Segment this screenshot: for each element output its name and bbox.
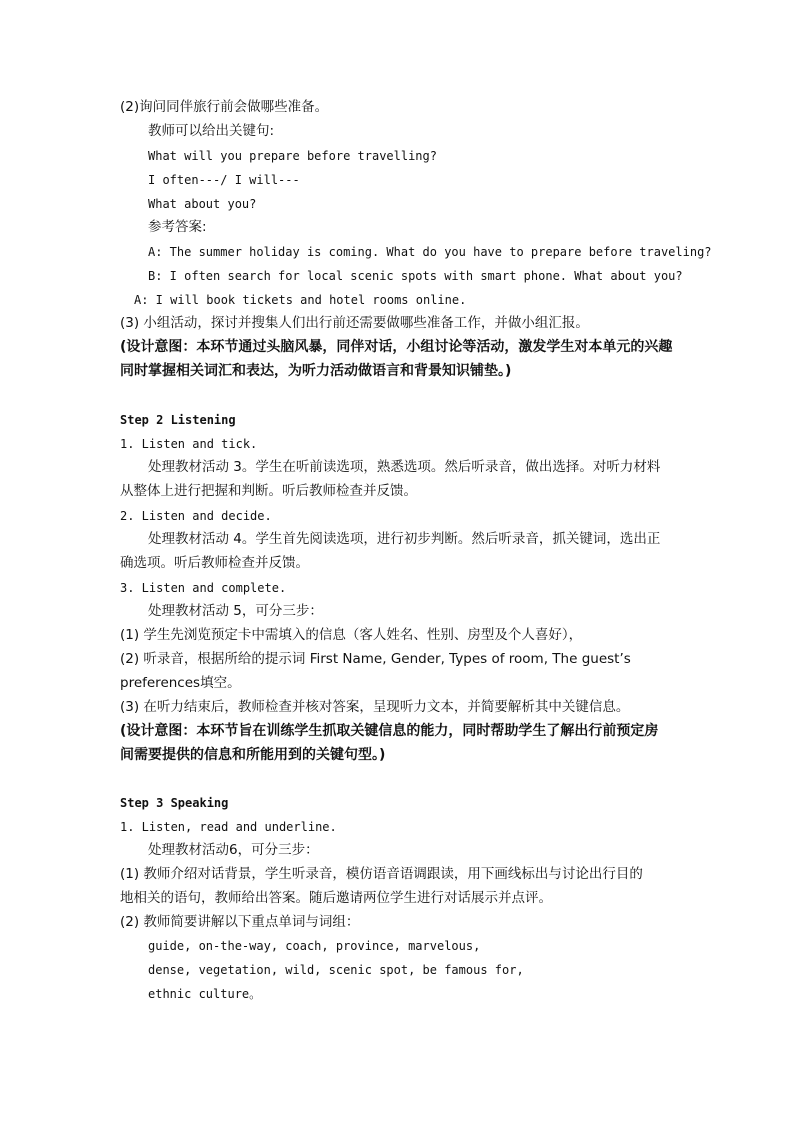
step2-sub2-line2: 确选项。听后教师检查并反馈。 xyxy=(120,555,309,571)
step2-sub3-intro: 处理教材活动 5，可分三步： xyxy=(148,603,323,619)
step3-sub1-title: 1. Listen, read and underline. xyxy=(120,820,337,834)
step2-sub3-step1: (1) 学生先浏览预定卡中需填入的信息（客人姓名、性别、房型及个人喜好）， xyxy=(120,627,583,643)
vocab-line3: ethnic culture。 xyxy=(148,987,262,1001)
vocab-line1: guide, on-the-way, coach, province, marvelous, xyxy=(148,939,481,953)
dialogue-a1: A: The summer holiday is coming. What do you have to prepare before traveling? xyxy=(148,245,712,259)
step2-sub1-title: 1. Listen and tick. xyxy=(120,437,258,451)
key-sentences-label: 教师可以给出关键句: xyxy=(148,123,275,139)
dialogue-a2: A: I will book tickets and hotel rooms online. xyxy=(134,293,467,307)
step2-sub3-title: 3. Listen and complete. xyxy=(120,581,287,595)
step2-sub3-step2-line1: (2) 听录音，根据所给的提示词 First Name, Gender, Types of room, The guest’s xyxy=(120,651,631,667)
design-intent-2-line1: (设计意图：本环节旨在训练学生抓取关键信息的能力，同时帮助学生了解出行前预定房 xyxy=(120,723,659,739)
step3-sub1-step1-line2: 地相关的语句，教师给出答案。随后邀请两位学生进行对话展示并点评。 xyxy=(120,890,552,906)
reference-answer-label: 参考答案: xyxy=(148,219,207,235)
key-sentence-2: I often---/ I will--- xyxy=(148,173,300,187)
step2-sub1-line2: 从整体上进行把握和判断。听后教师检查并反馈。 xyxy=(120,483,417,499)
step2-sub3-step2-line2: preferences填空。 xyxy=(120,675,241,691)
design-intent-1-line2: 同时掌握相关词汇和表达，为听力活动做语言和背景知识铺垫。) xyxy=(120,363,512,379)
dialogue-b1: B: I often search for local scenic spots with smart phone. What about you? xyxy=(148,269,683,283)
step2-sub3-step3: (3) 在听力结束后，教师检查并核对答案，呈现听力文本，并简要解析其中关键信息。 xyxy=(120,699,630,715)
design-intent-1-line1: (设计意图：本环节通过头脑风暴，同伴对话，小组讨论等活动，激发学生对本单元的兴趣 xyxy=(120,339,673,355)
step3-sub1-step1-line1: (1) 教师介绍对话背景，学生听录音，模仿语音语调跟读，用下画线标出与讨论出行目的 xyxy=(120,866,643,882)
item2-title: (2)询问同伴旅行前会做哪些准备。 xyxy=(120,99,329,115)
step3-sub1-intro: 处理教材活动6，可分三步： xyxy=(148,842,319,858)
key-sentence-1: What will you prepare before travelling? xyxy=(148,149,437,163)
step3-sub1-step2: (2) 教师简要讲解以下重点单词与词组： xyxy=(120,914,360,930)
design-intent-2-line2: 间需要提供的信息和所能用到的关键句型。) xyxy=(120,747,386,763)
step2-sub2-title: 2. Listen and decide. xyxy=(120,509,272,523)
step3-heading: Step 3 Speaking xyxy=(120,796,229,810)
item3-group-activity: (3) 小组活动，探讨并搜集人们出行前还需要做哪些准备工作，并做小组汇报。 xyxy=(120,315,589,331)
step2-heading: Step 2 Listening xyxy=(120,413,236,427)
key-sentence-3: What about you? xyxy=(148,197,257,211)
step2-sub1-line1: 处理教材活动 3。学生在听前读选项，熟悉选项。然后听录音，做出选择。对听力材料 xyxy=(148,459,661,475)
vocab-line2: dense, vegetation, wild, scenic spot, be famous for, xyxy=(148,963,524,977)
step2-sub2-line1: 处理教材活动 4。学生首先阅读选项，进行初步判断。然后听录音，抓关键词，选出正 xyxy=(148,531,661,547)
